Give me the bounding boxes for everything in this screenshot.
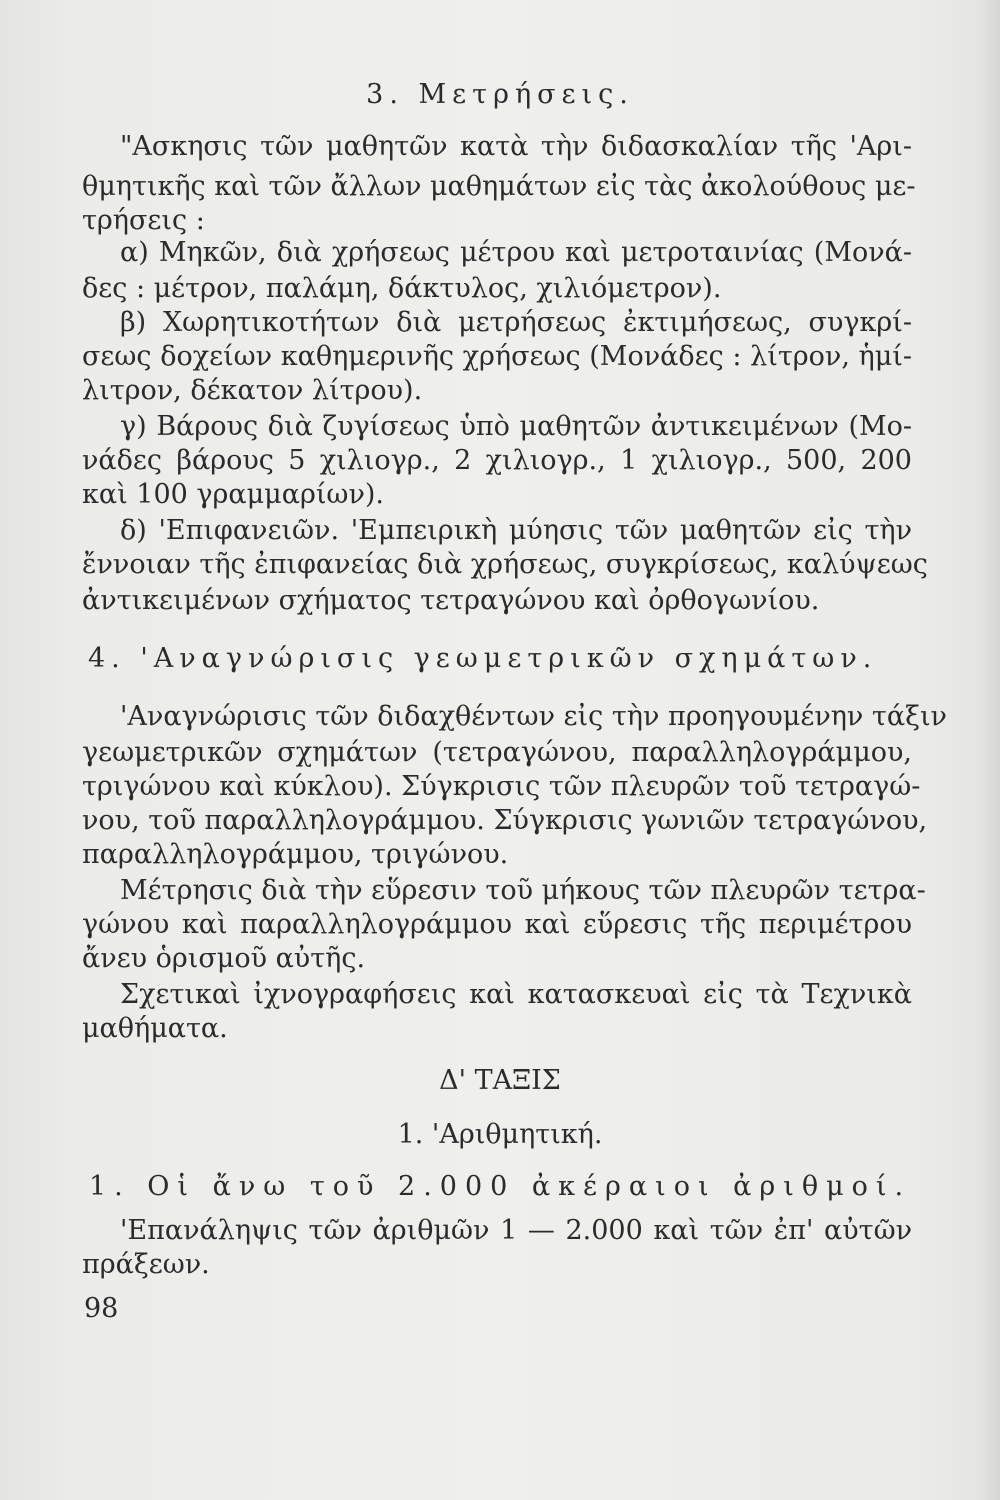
text-line: ἀντικειμένων σχήματος τετραγώνου καὶ ὀρθογωνίου. bbox=[82, 585, 820, 616]
text-line: γ) Βάρους διὰ ζυγίσεως ὑπὸ μαθητῶν ἀντικειμένων (Μο- bbox=[120, 411, 912, 442]
text-line: Μέτρησις διὰ τὴν εὕρεσιν τοῦ μήκους τῶν πλευρῶν τετρα- bbox=[120, 875, 926, 906]
text-line: "Ασκησις τῶν μαθητῶν κατὰ τὴν διδασκαλίαν τῆς 'Αρι- bbox=[120, 131, 912, 162]
text-line: θμητικῆς καὶ τῶν ἄλλων μαθημάτων εἰς τὰς ἀκολούθους με- bbox=[82, 171, 916, 202]
page-edge-shadow bbox=[978, 0, 1000, 1500]
section-heading-3: 3. Μετρήσεις. bbox=[366, 79, 634, 110]
text-line: δ) 'Επιφανειῶν. 'Εμπειρικὴ μύησις τῶν μαθητῶν εἰς τὴν bbox=[120, 515, 912, 546]
text-line: α) Μηκῶν, διὰ χρήσεως μέτρου καὶ μετροταινίας (Μονά- bbox=[120, 237, 912, 268]
text-line: γεωμετρικῶν σχημάτων (τετραγώνου, παραλληλογράμμου, bbox=[82, 737, 912, 768]
text-line: τριγώνου καὶ κύκλου). Σύγκρισις τῶν πλευρῶν τοῦ τετραγώ- bbox=[82, 771, 921, 802]
class-heading: Δ' ΤΑΞΙΣ bbox=[439, 1065, 561, 1096]
subject-heading: 1. 'Αριθμητική. bbox=[397, 1119, 603, 1150]
text-line: λιτρον, δέκατον λίτρου). bbox=[82, 375, 423, 406]
text-line: ἔννοιαν τῆς ἐπιφανείας διὰ χρήσεως, συγκρίσεως, καλύψεως bbox=[82, 549, 928, 580]
text-line: τρήσεις : bbox=[82, 205, 205, 236]
text-line: δες : μέτρον, παλάμη, δάκτυλος, χιλιόμετρον). bbox=[82, 273, 722, 304]
text-line: 'Αναγνώρισις τῶν διδαχθέντων εἰς τὴν προηγουμένην τάξιν bbox=[120, 701, 947, 732]
text-line: νου, τοῦ παραλληλογράμμου. Σύγκρισις γωνιῶν τετραγώνου, bbox=[82, 805, 928, 836]
text-line: νάδες βάρους 5 χιλιογρ., 2 χιλιογρ., 1 χιλιογρ., 500, 200 bbox=[82, 445, 912, 476]
text-line: γώνου καὶ παραλληλογράμμου καὶ εὕρεσις τῆς περιμέτρου bbox=[82, 909, 912, 940]
section-heading-4: 4. 'Αναγνώρισις γεωμετρικῶν σχημάτων. bbox=[88, 643, 878, 674]
topic-heading-1: 1. Οἱ ἄνω τοῦ 2.000 ἀκέραιοι ἀριθμοί. bbox=[88, 1171, 912, 1202]
text-line: καὶ 100 γραμμαρίων). bbox=[82, 479, 384, 510]
text-line: Σχετικαὶ ἰχνογραφήσεις καὶ κατασκευαὶ εἰς τὰ Τεχνικὰ bbox=[120, 979, 912, 1010]
text-line: σεως δοχείων καθημερινῆς χρήσεως (Μονάδες : λίτρον, ἡμί- bbox=[82, 341, 912, 372]
text-line: παραλληλογράμμου, τριγώνου. bbox=[82, 839, 509, 870]
text-line: πράξεων. bbox=[82, 1249, 210, 1280]
text-line: β) Χωρητικοτήτων διὰ μετρήσεως ἐκτιμήσεως, συγκρί- bbox=[120, 307, 912, 338]
page-number: 98 bbox=[84, 1293, 119, 1324]
text-line: 'Επανάληψις τῶν ἀριθμῶν 1 — 2.000 καὶ τῶν ἐπ' αὐτῶν bbox=[120, 1215, 912, 1246]
text-line: ἄνευ ὁρισμοῦ αὐτῆς. bbox=[82, 943, 366, 974]
text-line: μαθήματα. bbox=[82, 1013, 228, 1044]
